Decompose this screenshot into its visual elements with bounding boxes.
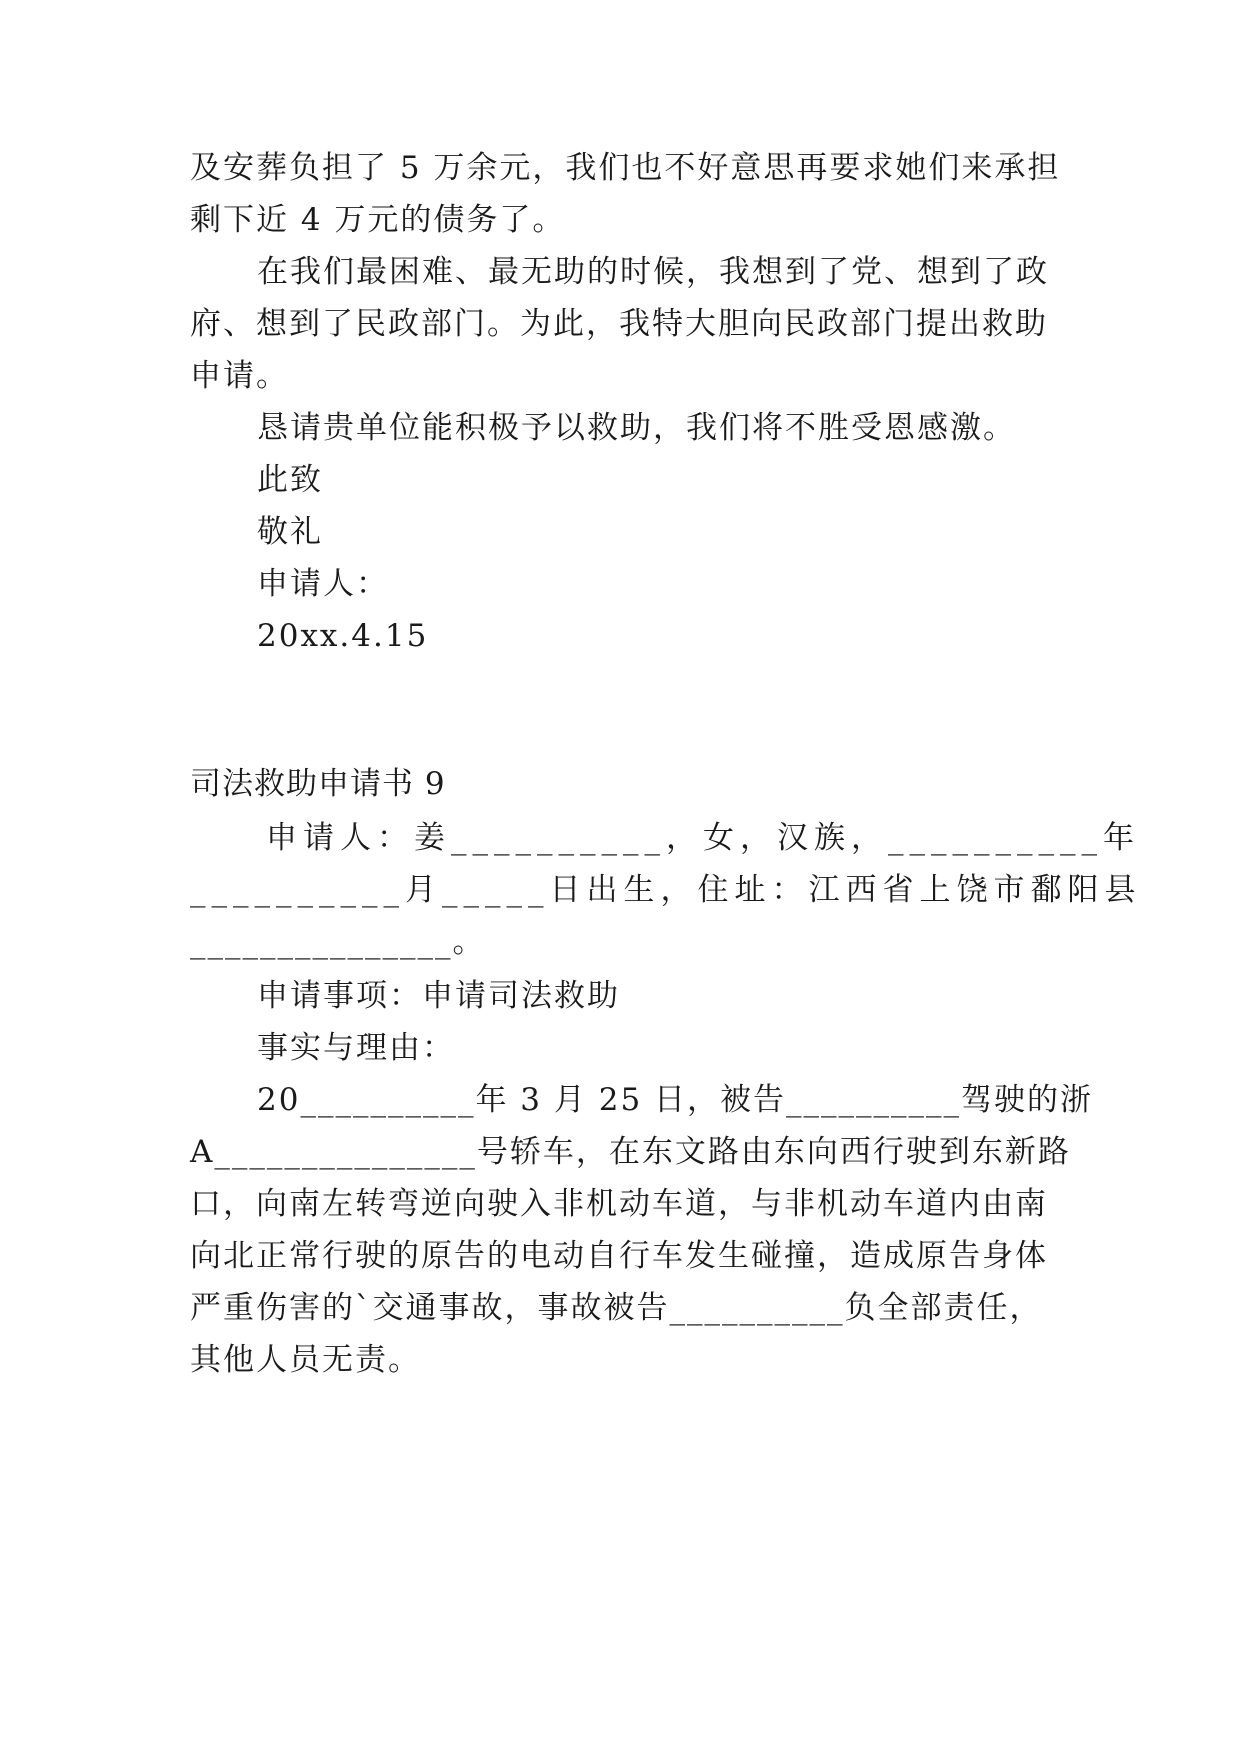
paragraph-line: 20__________年 3 月 25 日，被告__________驾驶的浙 <box>257 1082 1094 1118</box>
paragraph-line: 口，向南左转弯逆向驶入非机动车道，与非机动车道内由南 <box>190 1186 1048 1222</box>
paragraph-line: 恳请贵单位能积极予以救助，我们将不胜受恩感激。 <box>257 410 1016 446</box>
paragraph-line: 府、想到了民政部门。为此，我特大胆向民政部门提出救助 <box>190 306 1048 342</box>
paragraph-line: A_______________号轿车，在东文路由东向西行驶到东新路 <box>190 1134 1071 1170</box>
paragraph-line: 向北正常行驶的原告的电动自行车发生碰撞，造成原告身体 <box>190 1238 1048 1274</box>
paragraph-line: 申请。 <box>190 358 289 394</box>
matter-line: 申请事项：申请司法救助 <box>257 978 620 1014</box>
paragraph-line: 剩下近 4 万元的债务了。 <box>190 202 566 238</box>
date-line: 20xx.4.15 <box>257 618 429 654</box>
section-title: 司法救助申请书 9 <box>190 766 446 802</box>
facts-heading: 事实与理由： <box>257 1030 455 1066</box>
paragraph-line: 严重伤害的`交通事故，事故被告__________负全部责任， <box>190 1290 1043 1326</box>
paragraph-line: 其他人员无责。 <box>190 1342 421 1378</box>
closing-line: 敬礼 <box>257 514 323 550</box>
applicant-line: __________月_____日出生，住址：江西省上饶市鄱阳县 <box>190 872 1142 908</box>
applicant-line: 申请人：姜__________，女，汉族，__________年 <box>266 820 1140 856</box>
paragraph-line: 及安葬负担了 5 万余元，我们也不好意思再要求她们来承担 <box>190 150 1061 186</box>
paragraph-line: 在我们最困难、最无助的时候，我想到了党、想到了政 <box>257 254 1049 290</box>
closing-line: 此致 <box>257 462 323 498</box>
applicant-line: _______________。 <box>190 924 486 960</box>
signer-line: 申请人： <box>257 566 389 602</box>
